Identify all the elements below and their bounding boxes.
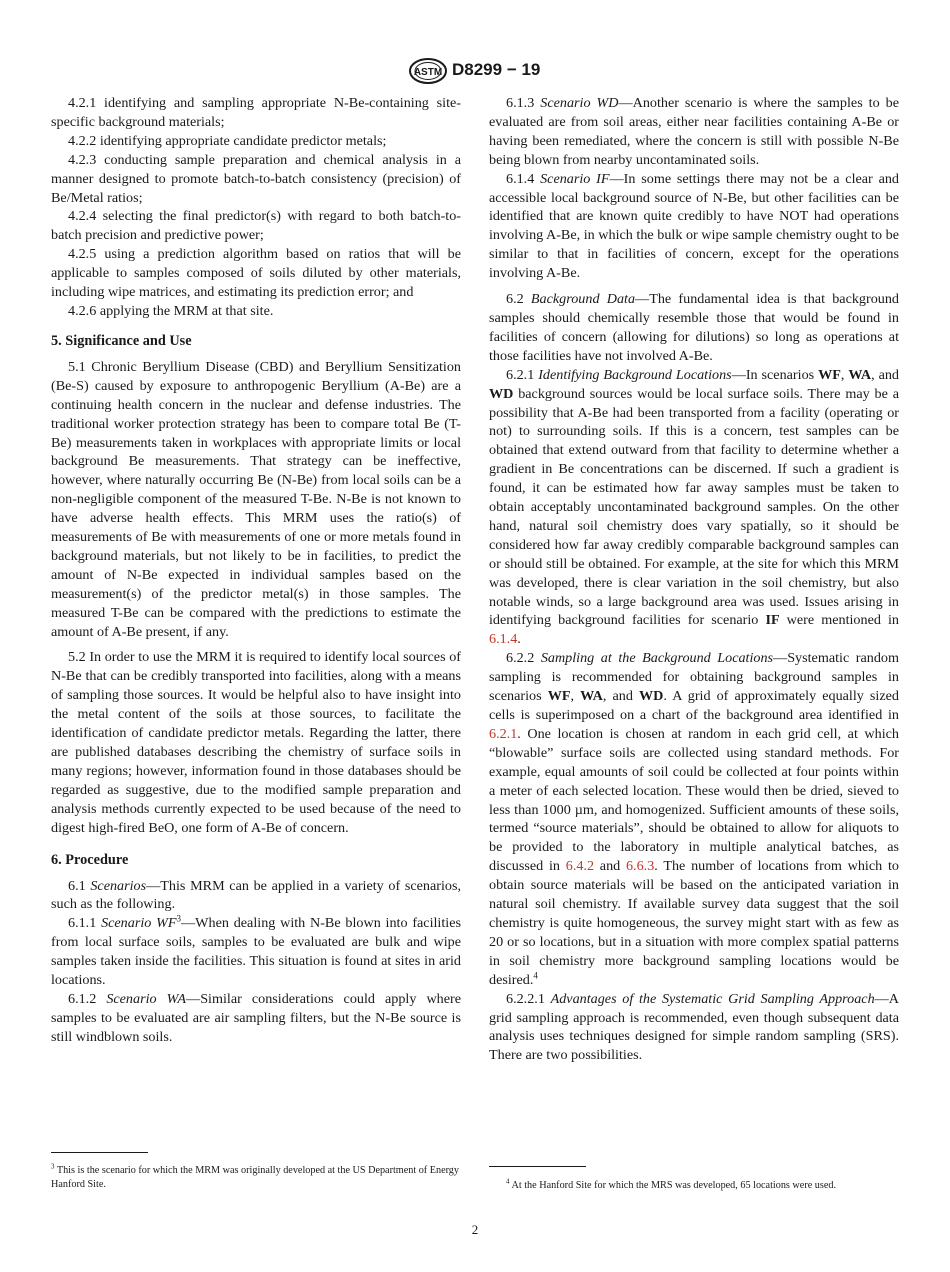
footnote-4: $^4$ At the Hanford Site for which the MRS was developed, 65 locations were used.	[506, 1177, 836, 1191]
link-6-1-4[interactable]: 6.1.4	[489, 631, 518, 648]
paragraph-6-1-1: 6.1.1 Scenario $WF^3—When$ dealing with N-Be blown into facilities from local surface soils, samples to be evaluated are bulk and wipe samples taken inside the facilities. This situation is found at sites in arid locations.	[51, 913, 461, 989]
paragraph-6-1-4: 6.1.4 Scenario IF—In some settings there may not be a clear and accessible local background source of N-Be, but other facilities can be identified that are known quite credibly to have NOT had operations involving A-Be, in which the bulk or wipe sample chemistry ought to be similar to that in facilities of concern, except for the operations involving A-Be.	[489, 170, 899, 282]
term-advantages-grid-sampling: Advantages of the Systematic Grid Sampling Approach	[550, 990, 875, 1007]
paragraph-6-2-1: 6.2.1 Identifying Background Locations—In scenarios WF, WA, and WD background sources would be local surface soils. There may be a possibility that A-Be had been transported from a facility (operating or not) to surrounding soils. If this is a concern, test samples can be obtained that extend outward from that facility to determine whether a gradient in Be concentrations can be discerned. If such a gradient is found, it can be estimated how far away samples must be taken to obtain acceptably uncontaminated background samples. On the other hand, natural soil chemistry does vary spatially, so it should be considered how far away credibly comparable background samples can or should still be obtained. For example, at the site for which this MRM was developed, there is clear variation in the soil chemistry, but also notable winds, so a large background area was used. Issues arising in identifying background facilities for scenario IF were mentioned in 6.1.4.	[489, 366, 899, 648]
paragraph-5-2: 5.2 In order to use the MRM it is required to identify local sources of N-Be that can be credibly transported into facilities, along with a means of sampling those sources. It would be helpful also to have insight into the metal content of the soils at those sources, to facilitate the identification of candidate predictor metals. Regarding the latter, there are published databases describing the chemistry of surface soils in many regions; however, information found in those databases should be regarded as suggestive, due to the modified sample preparation and analysis methods currently expected to be used because of the need to digest high-fired BeO, one form of A-Be of concern.	[51, 649, 461, 836]
footnote-ref-4[interactable]: 4	[533, 969, 538, 980]
footnote-divider-left	[51, 1152, 148, 1153]
paragraph-6-2: 6.2 Background Data—The fundamental idea is that background samples should chemically resemble those that would be found in facilities of concern (allowing for dilutions) so long as operations at those facilities have not involved A-Be.	[489, 291, 899, 364]
paragraph-4-2-5: 4.2.5 using a prediction algorithm based on ratios that will be applicable to samples composed of soils diluted by other materials, including wipe matrices, and estimating its prediction error; and	[51, 246, 461, 301]
footnote-3: $^3$ This is the scenario for which the MRM was originally developed at the US Department of Energy Hanford Site.	[51, 1162, 459, 1190]
page-header	[0, 58, 950, 84]
right-column	[489, 94, 899, 1065]
paragraph-6-1-3: 6.1.3 Scenario WD—Another scenario is where the samples to be evaluated are from soil areas, either near facilities containing A-Be or having been remediated, where the concern is still with possible N-Be being blown from nearby uncontaminated soils.	[489, 95, 899, 168]
page-number: 2	[471, 1222, 479, 1237]
document-id: D8299 − 19	[452, 60, 541, 79]
astm-logo-text: ASTM	[413, 67, 443, 78]
paragraph-4-2-1: 4.2.1 identifying and sampling appropriate N-Be-containing site-specific background materials;	[51, 95, 461, 130]
term-sampling-at-background-locations: Sampling at the Background Locations	[540, 650, 774, 667]
link-6-4-2[interactable]: 6.4.2	[565, 858, 595, 875]
term-background-data: Background Data	[530, 291, 636, 308]
paragraph-6-1: 6.1 Scenarios—This MRM can be applied in a variety of scenarios, such as the following.	[51, 877, 461, 913]
term-scenario-if: Scenario IF	[540, 170, 610, 187]
paragraph-4-2-6: 4.2.6 applying the MRM at that site.	[68, 302, 274, 319]
astm-logo-icon	[408, 58, 448, 84]
paragraph-4-2-3: 4.2.3 conducting sample preparation and chemical analysis in a manner designed to promote batch-to-batch consistency (precision) of Be/Metal ratios;	[51, 151, 461, 206]
link-6-2-1[interactable]: 6.2.1	[489, 725, 518, 742]
term-scenario-wf: Scenario WF	[101, 915, 177, 932]
paragraph-6-2-2-1: 6.2.2.1 Advantages of the Systematic Grid Sampling Approach—A grid sampling approach is recommended, even though subsequent data analysis uses techniques designed for simple random sampling (SRS). There are two possibilities.	[489, 990, 899, 1064]
section-heading-5: 5. Significance and Use	[51, 332, 192, 349]
paragraph-4-2-4: 4.2.4 selecting the final predictor(s) with regard to both batch-to-batch precision and predictive power;	[51, 208, 461, 244]
paragraph-6-2-2: 6.2.2 Sampling at the Background Locations—Systematic random sampling is recommended for obtaining background samples in scenarios WF, WA, and WD. A grid of approximately equally sized cells is superimposed on a chart of the background area identified in 6.2.1. One location is chosen at random in each grid cell, at which “blowable” surface soils are collected using standard methods. For example, equal amounts of soil could be collected at four points within a meter of each selected location. These would then be dried, sieved to less than 1000 µm, and homogenized. Sufficient amounts of these soils, termed “source materials”, should be obtained to allow for aliquots to be provided to the laboratory in multiple analytical batches, as discussed in 6.4.2 and 6.6.3. The number of locations from which to obtain source materials will be based on the anticipated variation in natural soil chemistry. If available survey data suggest that the soil chemistry is quite homogeneous, the survey might start with as few as 20 or so locations, but in a situation with more complex spatial patterns in soil chemistry more background sampling locations would be desired.$^4$	[489, 650, 899, 988]
paragraph-6-1-2: 6.1.2 Scenario WA—Similar considerations could apply where samples to be evaluated are air sampling filters, but the N-Be source is still windblown soils.	[51, 990, 461, 1045]
left-column	[51, 94, 461, 1047]
link-6-6-3[interactable]: 6.6.3	[625, 858, 655, 875]
footnote-divider-right	[489, 1166, 586, 1167]
term-scenarios: Scenarios	[90, 877, 147, 894]
paragraph-4-2-2: 4.2.2 identifying appropriate candidate predictor metals;	[68, 132, 387, 149]
term-scenario-wd: Scenario WD	[540, 95, 619, 111]
term-identifying-background-locations: Identifying Background Locations	[538, 366, 732, 383]
term-scenario-wa: Scenario WA	[106, 990, 187, 1007]
footnote-ref-3[interactable]: 3	[176, 913, 182, 924]
section-heading-6: 6. Procedure	[51, 851, 129, 868]
paragraph-5-1: 5.1 Chronic Beryllium Disease (CBD) and Beryllium Sensitization (Be-S) caused by exposure to anthropogenic Beryllium (A-Be) are a continuing health concern in the nuclear and defense industries. The traditional worker protection strategy has been to compare total Be (T-Be) measurements taken in workplaces with appropriate limits or local background Be measurements. That strategy can be ineffective, however, where naturally occurring Be (N-Be) from local soils can be a non-negligible component of the measured T-Be. N-Be is not known to have adverse health effects. This MRM uses the ratio(s) of measurements of Be with measurements of one or more metals found in background materials, but not likely to be in facilities, to predict the amount of N-Be expected in individual samples based on the measurement(s) of the predictor metal(s) in those samples. The measured T-Be can be compared with the predictions to estimate the amount of A-Be present, if any.	[51, 358, 461, 640]
